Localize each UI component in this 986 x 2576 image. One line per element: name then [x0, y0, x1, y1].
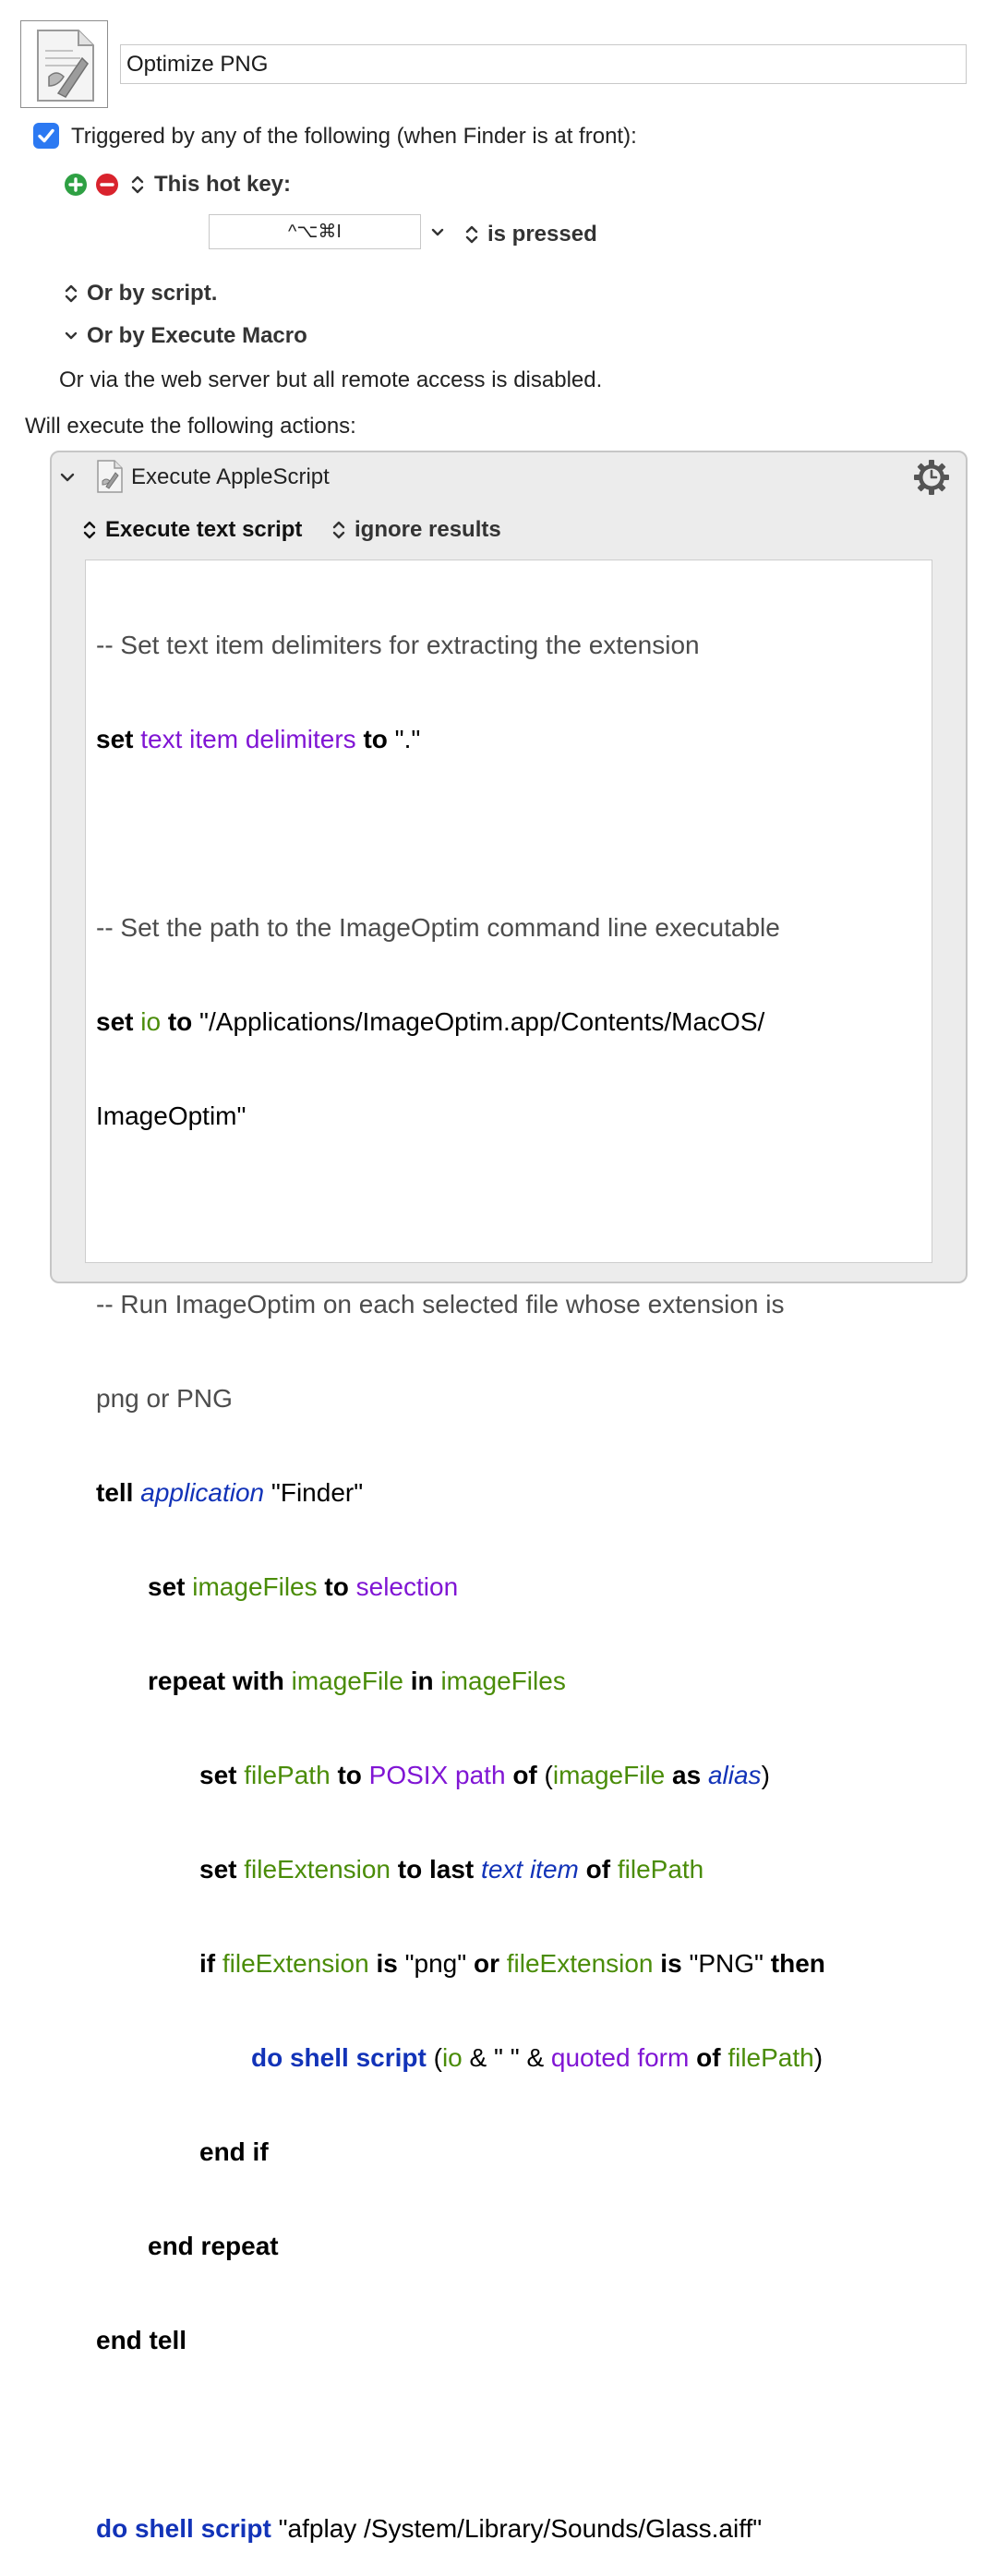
code-string: ".": [394, 725, 421, 753]
script-code: [96, 567, 927, 2576]
code-keyword: to: [167, 1007, 193, 1036]
code-variable: filePath: [727, 2043, 814, 2072]
code-variable: io: [441, 2043, 463, 2072]
code-comment: png or PNG: [96, 1384, 233, 1413]
code-variable: filePath: [617, 1855, 704, 1884]
add-trigger-button[interactable]: [65, 174, 87, 196]
code-command: do shell script: [96, 2514, 271, 2543]
action-collapse-button[interactable]: [59, 469, 76, 490]
or-by-script-label: Or by script.: [87, 281, 218, 306]
code-operator: &: [526, 2043, 545, 2072]
code-line: [96, 2137, 927, 2168]
code-keyword: of: [585, 1855, 611, 1884]
minus-icon: [96, 174, 118, 196]
code-command: do shell script: [251, 2043, 427, 2072]
code-keyword: end repeat: [148, 2232, 279, 2260]
code-class: text item: [481, 1855, 579, 1884]
updown-chevron-icon: [81, 518, 98, 542]
results-label: ignore results: [355, 517, 501, 542]
code-keyword: of: [696, 2043, 721, 2072]
applescript-document-icon: [95, 459, 125, 494]
macro-icon-well[interactable]: [20, 20, 108, 108]
code-line-blank: [96, 2419, 927, 2450]
code-variable: io: [140, 1007, 162, 1036]
code-comment: -- Run ImageOptim on each selected file whose extension is: [96, 1290, 785, 1318]
chevron-down-icon: [59, 469, 76, 486]
gear-icon: [912, 458, 951, 497]
code-variable: imageFiles: [440, 1667, 566, 1695]
code-comment: -- Set the path to the ImageOptim command line executable: [96, 913, 780, 942]
code-punctuation: (: [433, 2043, 442, 2072]
code-string: "afplay /System/Library/Sounds/Glass.aiff": [278, 2514, 763, 2543]
code-keyword: of: [512, 1761, 537, 1789]
actions-heading: Will execute the following actions:: [25, 414, 356, 439]
web-server-note: Or via the web server but all remote access is disabled.: [59, 367, 603, 392]
hotkey-field[interactable]: ^⌥⌘I: [209, 214, 421, 249]
code-keyword: repeat with: [148, 1667, 284, 1695]
code-keyword: in: [410, 1667, 434, 1695]
action-gear-button[interactable]: [912, 458, 951, 501]
code-line: [96, 1760, 927, 1791]
code-line-blank: [96, 818, 927, 849]
updown-chevron-icon: [129, 173, 146, 197]
code-property: quoted form: [550, 2043, 690, 2072]
hotkey-dropdown-button[interactable]: [430, 225, 445, 245]
code-punctuation: ): [813, 2043, 824, 2072]
code-line: [96, 2042, 927, 2074]
chevron-down-icon: [430, 225, 445, 240]
code-keyword: end if: [199, 2137, 269, 2166]
code-keyword: is: [376, 1949, 398, 1978]
code-punctuation: (: [544, 1761, 553, 1789]
action-title: Execute AppleScript: [131, 464, 330, 489]
code-property: selection: [355, 1572, 459, 1601]
updown-chevron-icon: [331, 518, 347, 542]
code-string: ImageOptim": [96, 1101, 246, 1130]
code-property: text item delimiters: [140, 725, 356, 753]
updown-chevron-icon: [463, 223, 480, 247]
code-string: " ": [493, 2043, 520, 2072]
code-keyword: if: [199, 1949, 216, 1978]
code-keyword: as: [672, 1761, 702, 1789]
code-variable: imageFile: [291, 1667, 403, 1695]
code-variable: fileExtension: [506, 1949, 654, 1978]
code-keyword: set: [96, 1007, 134, 1036]
code-keyword: set: [96, 725, 134, 753]
code-string: "png": [404, 1949, 467, 1978]
code-keyword: or: [473, 1949, 499, 1978]
code-line: [96, 1948, 927, 1980]
code-line: [96, 1289, 927, 1320]
or-by-execute-macro-label: Or by Execute Macro: [87, 323, 307, 348]
updown-chevron-icon: [63, 282, 79, 306]
code-string: "Finder": [271, 1478, 364, 1507]
code-line: [96, 2231, 927, 2262]
code-line: [96, 912, 927, 944]
code-line: [96, 2513, 927, 2545]
code-variable: imageFile: [552, 1761, 666, 1789]
code-keyword: set: [199, 1761, 237, 1789]
code-line-blank: [96, 1195, 927, 1226]
code-line: [96, 1477, 927, 1509]
code-keyword: to: [324, 1572, 349, 1601]
code-line: [96, 724, 927, 755]
hotkey-state-label: is pressed: [487, 222, 597, 247]
chevron-down-icon: [63, 324, 79, 348]
hotkey-label: This hot key:: [154, 172, 292, 197]
code-keyword: tell: [96, 1478, 134, 1507]
code-class: application: [140, 1478, 265, 1507]
code-keyword: to: [363, 725, 388, 753]
code-line: [96, 1571, 927, 1603]
code-keyword: set: [199, 1855, 237, 1884]
code-variable: fileExtension: [244, 1855, 391, 1884]
code-string: "/Applications/ImageOptim.app/Contents/MacOS/: [199, 1007, 765, 1036]
applescript-document-icon: [21, 21, 109, 109]
code-keyword: set: [148, 1572, 186, 1601]
trigger-label: Triggered by any of the following (when Finder is at front):: [71, 124, 637, 149]
code-keyword: to last: [397, 1855, 475, 1884]
remove-trigger-button[interactable]: [96, 174, 118, 196]
code-operator: &: [469, 2043, 487, 2072]
macro-name-field[interactable]: Optimize PNG: [120, 44, 967, 84]
code-keyword: then: [770, 1949, 825, 1978]
code-comment: -- Set text item delimiters for extracting the extension: [96, 631, 700, 659]
code-line: [96, 1101, 927, 1132]
code-line: [96, 1666, 927, 1697]
code-variable: imageFiles: [192, 1572, 318, 1601]
code-variable: fileExtension: [222, 1949, 369, 1978]
code-line: [96, 630, 927, 661]
code-class: alias: [707, 1761, 762, 1789]
code-keyword: to: [337, 1761, 362, 1789]
code-line: [96, 2325, 927, 2356]
code-line: [96, 1006, 927, 1038]
code-keyword: end tell: [96, 2326, 187, 2354]
applescript-action-icon: [95, 459, 125, 499]
code-punctuation: ): [761, 1761, 770, 1789]
execute-mode-label: Execute text script: [105, 517, 303, 542]
checkmark-icon: [33, 123, 59, 149]
code-line: [96, 1854, 927, 1885]
code-string: "PNG": [689, 1949, 764, 1978]
code-property: POSIX path: [368, 1761, 506, 1789]
plus-icon: [65, 174, 87, 196]
code-keyword: is: [660, 1949, 682, 1978]
code-variable: filePath: [244, 1761, 331, 1789]
code-line: [96, 1383, 927, 1414]
trigger-checkbox[interactable]: [33, 123, 59, 149]
